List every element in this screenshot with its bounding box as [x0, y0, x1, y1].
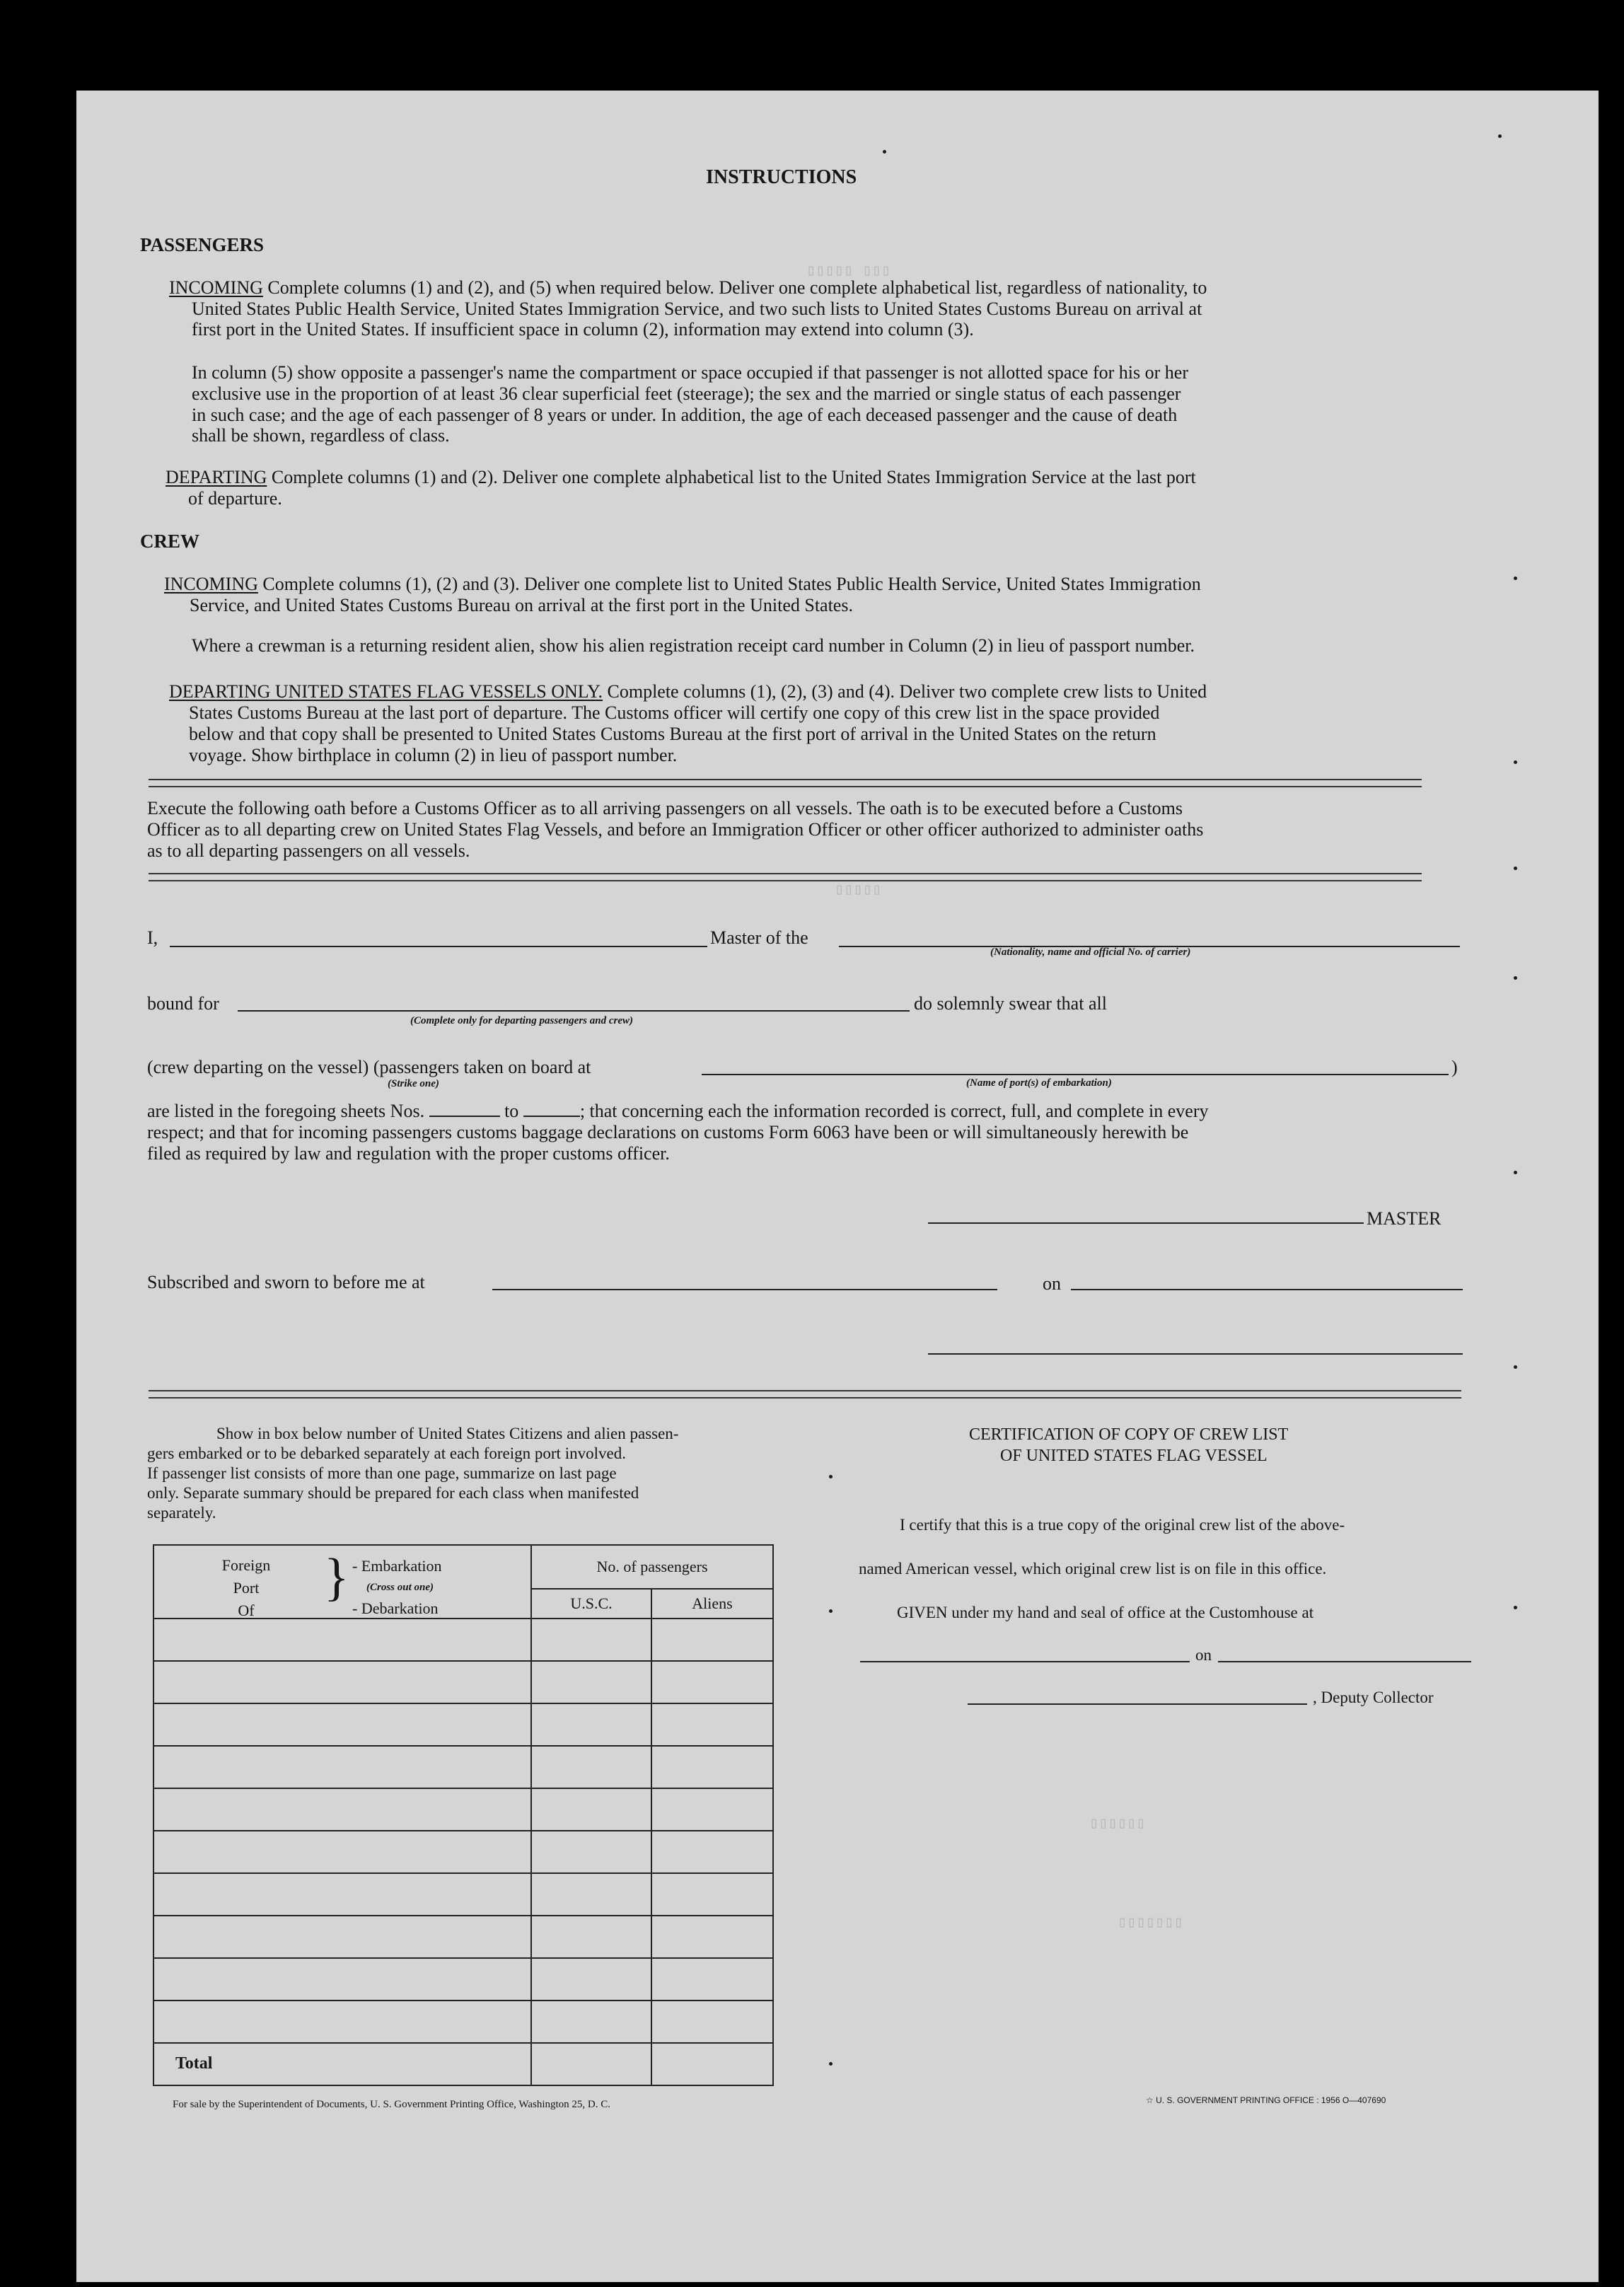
- sheet-to-line[interactable]: [523, 1116, 580, 1117]
- oath-i: I,: [147, 927, 158, 948]
- margin-dot: [1514, 577, 1517, 580]
- crew-heading: CREW: [140, 531, 200, 552]
- usc-cell[interactable]: [531, 1703, 651, 1746]
- port-cell[interactable]: [153, 1873, 531, 1916]
- summary-text: If passenger list consists of more than one page, summarize on last page: [147, 1464, 617, 1482]
- margin-dot: [1514, 976, 1517, 980]
- passengers-heading: PASSENGERS: [140, 234, 265, 255]
- margin-dot: [829, 1475, 833, 1478]
- aliens-cell[interactable]: [651, 1831, 773, 1873]
- sheets-to-label: to: [504, 1101, 519, 1121]
- subscribed-label: Subscribed and sworn to before me at: [147, 1272, 425, 1292]
- bound-for-label: bound for: [147, 993, 219, 1014]
- instruction-text: exclusive use in the proportion of at least 36 clear superficial feet (steerage); the sex and the married or single status of each passenger: [192, 383, 1181, 404]
- crew-departing-text: (crew departing on the vessel) (passengers taken on board at: [147, 1057, 591, 1077]
- no-passengers-header: No. of passengers: [531, 1545, 773, 1589]
- table-row: [153, 1916, 773, 1958]
- table-row: [153, 1831, 773, 1873]
- of-label: Of: [238, 1602, 255, 1619]
- cert-date-line[interactable]: [1218, 1661, 1471, 1662]
- departing-label: DEPARTING UNITED STATES FLAG VESSELS ONLY.: [169, 681, 603, 702]
- port-cell[interactable]: [153, 1619, 531, 1661]
- respect-text: respect; and that for incoming passengers customs baggage declarations on customs Form 6063 have been or will simultaneously herewith be: [147, 1122, 1189, 1142]
- instruction-text: of departure.: [188, 488, 282, 509]
- instruction-text: Complete columns (1) and (2). Deliver one complete alphabetical list to the United States Immigration Service at the last port: [271, 467, 1196, 487]
- aliens-cell[interactable]: [651, 1703, 773, 1746]
- close-paren: ): [1451, 1057, 1458, 1077]
- usc-cell[interactable]: [531, 1619, 651, 1661]
- port-cell[interactable]: [153, 1916, 531, 1958]
- usc-header: U.S.C.: [531, 1589, 651, 1618]
- usc-total-cell[interactable]: [531, 2043, 651, 2085]
- swear-text: do solemnly swear that all: [914, 993, 1107, 1014]
- aliens-header: Aliens: [651, 1589, 773, 1618]
- summary-text: only. Separate summary should be prepared for each class when manifested: [147, 1484, 639, 1502]
- master-signature-line[interactable]: [928, 1222, 1364, 1224]
- port-caption: (Name of port(s) of embarkation): [966, 1077, 1112, 1089]
- table-row: [153, 1661, 773, 1703]
- usc-cell[interactable]: [531, 1831, 651, 1873]
- port-cell[interactable]: [153, 1661, 531, 1703]
- margin-dot: [1514, 1606, 1517, 1609]
- summary-text: separately.: [147, 1504, 216, 1522]
- oath-instruction: Execute the following oath before a Customs Officer as to all arriving passengers on all vessels. The oath is to be executed before a Customs: [147, 798, 1183, 818]
- certification-text: I certify that this is a true copy of the original crew list of the above-: [900, 1516, 1345, 1534]
- usc-cell[interactable]: [531, 1788, 651, 1831]
- port-header: [153, 1545, 531, 1619]
- instruction-text: below and that copy shall be presented to United States Customs Bureau at the first port of arrival in the United States on the return: [189, 724, 1156, 744]
- double-rule: [149, 873, 1422, 881]
- instruction-text: in such case; and the age of each passenger of 8 years or under. In addition, the age of each deceased passenger and the cause of death: [192, 405, 1178, 425]
- sheets-text: [147, 1102, 1209, 1121]
- aliens-cell[interactable]: [651, 1788, 773, 1831]
- incoming-label: INCOMING: [169, 277, 263, 298]
- instruction-text: Complete columns (1), (2) and (3). Deliver one complete list to United States Public Health Service, United States Immigration: [262, 574, 1201, 594]
- aliens-cell[interactable]: [651, 1958, 773, 2001]
- port-cell[interactable]: [153, 2001, 531, 2043]
- subscribed-date-line[interactable]: [1071, 1289, 1463, 1290]
- cert-on-label: on: [1195, 1646, 1212, 1664]
- customhouse-line[interactable]: [860, 1661, 1190, 1662]
- deputy-signature-line[interactable]: [968, 1703, 1307, 1705]
- certification-title: OF UNITED STATES FLAG VESSEL: [1000, 1447, 1268, 1465]
- summary-text: gers embarked or to be debarked separately at each foreign port involved.: [147, 1444, 626, 1462]
- speck: [1498, 134, 1502, 138]
- cross-out-label: (Cross out one): [366, 1582, 434, 1593]
- instruction-text: States Customs Bureau at the last port of departure. The Customs officer will certify one copy of this crew list in the space provided: [189, 702, 1160, 723]
- passengers-departing-line: [166, 468, 1196, 487]
- aliens-total-cell[interactable]: [651, 2043, 773, 2085]
- certification-text: GIVEN under my hand and seal of office at the Customhouse at: [897, 1604, 1314, 1621]
- bleed-through-mark: ▯▯▯▯▯: [835, 881, 882, 899]
- passenger-summary-table: [153, 1544, 774, 2086]
- port-cell[interactable]: [153, 1746, 531, 1788]
- instruction-text: United States Public Health Service, United States Immigration Service, and two such lists to United States Customs Bureau on arrival at: [192, 299, 1202, 319]
- crew-incoming-line: [164, 575, 1201, 594]
- usc-cell[interactable]: [531, 1958, 651, 2001]
- port-cell[interactable]: [153, 1958, 531, 2001]
- master-label: MASTER: [1367, 1208, 1442, 1229]
- brace: }: [324, 1548, 349, 1606]
- instruction-text: first port in the United States. If insufficient space in column (2), information may extend into column (3).: [192, 319, 974, 340]
- certification-title: CERTIFICATION OF COPY OF CREW LIST: [969, 1425, 1289, 1444]
- bleed-through-mark: ▯▯▯▯▯ ▯▯▯: [806, 262, 891, 280]
- table-row: [153, 1746, 773, 1788]
- table-row: [153, 1958, 773, 2001]
- strike-one-caption: (Strike one): [388, 1078, 439, 1089]
- table-row: [153, 1703, 773, 1746]
- master-name-line[interactable]: [170, 946, 707, 947]
- bound-for-line[interactable]: [238, 1010, 910, 1012]
- instruction-text: Where a crewman is a returning resident alien, show his alien registration receipt card number in Column (2) in lieu of passport number.: [192, 635, 1195, 656]
- on-label: on: [1043, 1273, 1061, 1294]
- port-cell[interactable]: [153, 1831, 531, 1873]
- total-label: Total: [153, 2043, 531, 2085]
- usc-cell[interactable]: [531, 1661, 651, 1703]
- aliens-cell[interactable]: [651, 2001, 773, 2043]
- footer-right: ☆ U. S. GOVERNMENT PRINTING OFFICE : 1956 O—407690: [1146, 2095, 1386, 2105]
- filed-text: filed as required by law and regulation with the proper customs officer.: [147, 1143, 670, 1164]
- margin-dot: [1514, 1365, 1517, 1369]
- bound-caption: (Complete only for departing passengers and crew): [410, 1015, 633, 1026]
- crew-departing-line: [169, 683, 1207, 701]
- usc-cell[interactable]: [531, 1746, 651, 1788]
- aliens-cell[interactable]: [651, 1873, 773, 1916]
- instruction-text: Complete columns (1), (2), (3) and (4). Deliver two complete crew lists to United: [607, 681, 1207, 702]
- instruction-text: In column (5) show opposite a passenger's name the compartment or space occupied if that passenger is not allotted space for his or her: [192, 362, 1188, 383]
- aliens-cell[interactable]: [651, 1661, 773, 1703]
- double-rule: [149, 1390, 1461, 1399]
- instruction-text: shall be shown, regardless of class.: [192, 425, 450, 446]
- foreign-label: Foreign: [221, 1556, 271, 1574]
- aliens-cell[interactable]: [651, 1619, 773, 1661]
- port-label: Port: [233, 1579, 260, 1597]
- margin-dot: [829, 1609, 833, 1613]
- passengers-incoming-line: [169, 279, 1207, 297]
- departing-label: DEPARTING: [166, 467, 267, 487]
- margin-dot: [1514, 760, 1517, 764]
- instruction-text: voyage. Show birthplace in column (2) in lieu of passport number.: [189, 745, 678, 765]
- margin-dot: [1514, 1171, 1517, 1174]
- bleed-through-mark: ▯▯▯▯▯▯: [1089, 1815, 1146, 1833]
- double-rule: [149, 779, 1422, 787]
- incoming-label: INCOMING: [164, 574, 258, 594]
- usc-cell[interactable]: [531, 2001, 651, 2043]
- aliens-cell[interactable]: [651, 1746, 773, 1788]
- margin-dot: [1514, 867, 1517, 870]
- oath-instruction: as to all departing passengers on all vessels.: [147, 840, 470, 861]
- officer-signature-line[interactable]: [928, 1353, 1463, 1355]
- footer-left: For sale by the Superintendent of Documents, U. S. Government Printing Office, Washington 25, D. C.: [173, 2099, 610, 2110]
- summary-text: Show in box below number of United States Citizens and alien passen-: [216, 1425, 679, 1442]
- usc-cell[interactable]: [531, 1873, 651, 1916]
- master-of-the-label: Master of the: [710, 927, 808, 948]
- port-line[interactable]: [702, 1074, 1449, 1075]
- debarkation-label: - Debarkation: [352, 1599, 439, 1617]
- embarkation-label: - Embarkation: [352, 1557, 442, 1575]
- table-row: [153, 1788, 773, 1831]
- sheet-from-line[interactable]: [429, 1116, 500, 1117]
- speck: [883, 150, 886, 154]
- sheets-label: are listed in the foregoing sheets Nos.: [147, 1101, 425, 1121]
- instruction-text: Service, and United States Customs Bureau on arrival at the first port in the United States.: [190, 595, 853, 615]
- bleed-through-mark: ▯▯▯▯▯▯▯: [1118, 1914, 1183, 1932]
- port-cell[interactable]: [153, 1703, 531, 1746]
- usc-cell[interactable]: [531, 1916, 651, 1958]
- subscribed-place-line[interactable]: [492, 1289, 997, 1290]
- sheets-rest: ; that concerning each the information recorded is correct, full, and complete in every: [579, 1101, 1209, 1121]
- oath-instruction: Officer as to all departing crew on United States Flag Vessels, and before an Immigration Officer or other officer authorized to administer oaths: [147, 819, 1204, 840]
- table-row: [153, 1873, 773, 1916]
- carrier-caption: (Nationality, name and official No. of carrier): [990, 946, 1191, 958]
- aliens-cell[interactable]: [651, 1916, 773, 1958]
- port-cell[interactable]: [153, 1788, 531, 1831]
- instruction-text: Complete columns (1) and (2), and (5) when required below. Deliver one complete alphabetical list, regardless of nationality, to: [267, 277, 1207, 298]
- page-title: INSTRUCTIONS: [706, 166, 857, 188]
- table-row: [153, 1619, 773, 1661]
- table-row: [153, 2001, 773, 2043]
- margin-dot: [829, 2062, 833, 2066]
- certification-text: named American vessel, which original crew list is on file in this office.: [859, 1560, 1327, 1577]
- deputy-collector-label: , Deputy Collector: [1313, 1689, 1434, 1706]
- total-row: [153, 2043, 773, 2085]
